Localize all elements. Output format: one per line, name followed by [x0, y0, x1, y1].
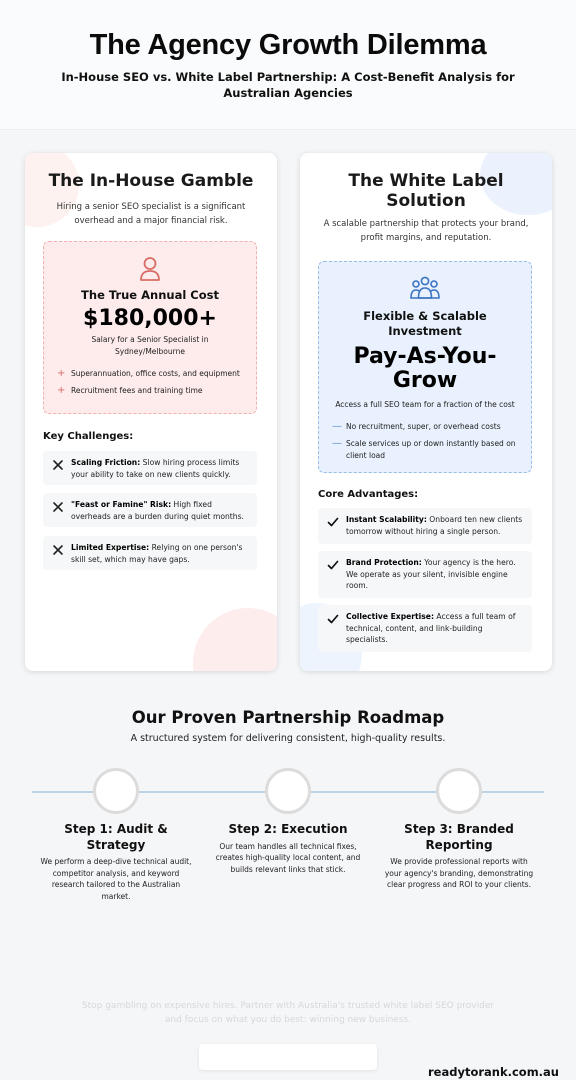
in-house-title: The In-House Gamble — [48, 171, 254, 191]
advantage-item: Collective Expertise: Access a full team of technical, content, and link-building specialists. — [318, 605, 532, 652]
page-subtitle: In-House SEO vs. White Label Partnership: A Cost-Benefit Analysis for Australian Agencies — [61, 70, 515, 100]
investment-extra-item: — No recruitment, super, or overhead costs — [332, 421, 501, 432]
model-note: Access a full SEO team for a fraction of the cost — [335, 400, 515, 409]
in-house-card — [25, 153, 277, 671]
decorative-blob — [193, 608, 277, 671]
white-label-intro: A scalable partnership that protects your brand, profit margins, and reputation. — [323, 219, 529, 243]
close-icon — [52, 501, 64, 513]
in-house-intro: Hiring a senior SEO specialist is a significant overhead and a major financial risk. — [56, 202, 246, 226]
team-icon — [410, 276, 440, 300]
challenge-item: Limited Expertise: Relying on one person's skill set, which may have gaps. — [43, 536, 257, 570]
advantage-item: Instant Scalability: Onboard ten new clients tomorrow without hiring a single person. — [318, 508, 532, 544]
close-icon — [52, 459, 64, 471]
step-2-circle — [265, 768, 311, 814]
header — [0, 0, 576, 130]
roadmap-step — [38, 822, 194, 902]
challenge-item: "Feast or Famine" Risk: High fixed overheads are a burden during quiet months. — [43, 493, 257, 527]
investment-heading: Flexible & Scalable Investment — [363, 309, 487, 338]
white-label-card — [300, 153, 552, 671]
cost-heading: The True Annual Cost — [81, 288, 219, 302]
plus-icon: + — [57, 385, 66, 396]
advantage-item: Brand Protection: Your agency is the hero. We operate as your silent, invisible engine room. — [318, 551, 532, 598]
model-value: Pay-As-You-Grow — [353, 344, 497, 393]
check-icon — [327, 613, 339, 625]
challenge-item: Scaling Friction: Slow hiring process limits your ability to take on new clients quickly. — [43, 451, 257, 485]
footer-cta-text: Stop gambling on expensive hires. Partner with Australia's trusted white label SEO provider and focus on what you do best: winning new business. — [81, 1001, 495, 1025]
roadmap-subtitle: A structured system for delivering consistent, high-quality results. — [130, 733, 446, 744]
investment-extra-item: — Scale services up or down instantly based on client load — [332, 438, 516, 460]
roadmap-step — [210, 822, 366, 875]
cost-extra-item: + Superannuation, office costs, and equipment — [57, 368, 240, 379]
step-description: We perform a deep-dive technical audit, competitor analysis, and keyword research tailored to the Australian market. — [40, 857, 192, 901]
user-icon — [139, 256, 161, 282]
step-title: Step 2: Execution — [228, 822, 348, 836]
step-3-circle — [436, 768, 482, 814]
footer-cta-button[interactable] — [199, 1044, 377, 1070]
cost-value: $180,000+ — [83, 306, 217, 331]
close-icon — [52, 544, 64, 556]
investment-extras — [332, 421, 523, 462]
step-title: Step 1: Audit & Strategy — [64, 822, 168, 852]
challenges-heading: Key Challenges: — [43, 431, 134, 442]
cost-extras — [57, 368, 256, 397]
check-icon — [327, 516, 339, 528]
step-1-circle — [93, 768, 139, 814]
cost-box — [43, 241, 257, 414]
cost-extra-item: + Recruitment fees and training time — [57, 385, 203, 396]
cost-note: Salary for a Senior Specialist in Sydney/Melbourne — [91, 335, 209, 356]
check-icon — [327, 559, 339, 571]
plus-icon: + — [57, 368, 66, 379]
white-label-title: The White Label Solution — [348, 171, 504, 211]
page-title: The Agency Growth Dilemma — [89, 29, 487, 61]
footer-site-link[interactable]: readytorank.com.au — [427, 1065, 559, 1079]
roadmap-step — [381, 822, 537, 891]
advantages-heading: Core Advantages: — [318, 489, 419, 500]
dash-icon: — — [332, 438, 342, 449]
step-description: Our team handles all technical fixes, creates high-quality local content, and builds relevant links that stick. — [215, 841, 361, 874]
dash-icon: — — [332, 421, 342, 432]
roadmap-title: Our Proven Partnership Roadmap — [131, 708, 445, 727]
step-title: Step 3: Branded Reporting — [404, 822, 514, 852]
step-description: We provide professional reports with your agency's branding, demonstrating clear progress and ROI to your clients. — [384, 857, 534, 889]
investment-box — [318, 261, 532, 473]
